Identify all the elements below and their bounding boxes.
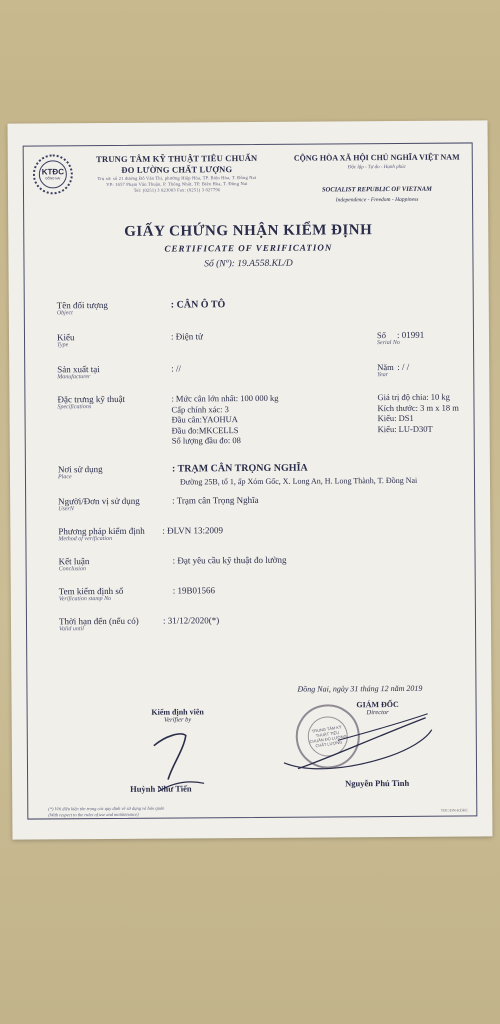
place-label: Nơi sử dụng [57,464,103,475]
manufacturer-label: Sản xuất tại [57,364,100,375]
manufacturer-value: : // [171,363,182,374]
year-value: : / / [397,361,410,372]
field-conclusion [58,553,479,573]
field-stamp-no [58,583,479,603]
user-label: Người/Đơn vị sử dụng [58,495,140,507]
specs-label-en: Specifications [57,404,92,411]
object-value: : CÂN Ô TÔ [170,299,226,311]
certificate-title-en: CERTIFICATE OF VERIFICATION [164,242,333,254]
user-value: : Trạm cân Trọng Nghĩa [172,494,259,506]
spec-division: Giá trị độ chia: 10 kg [377,391,450,403]
stamp-text: TRUNG TÂM KỸ THUẬT TIÊU CHUẨN ĐO LƯỜNG CHẤT LƯỢNG [305,714,350,759]
type-value: : Điện tử [170,331,203,342]
place-address: Đường 25B, tổ 1, ấp Xóm Gốc, X. Long An, H. Long Thành, T. Đồng Nai [179,475,418,487]
conclusion-value: : Đạt yêu cầu kỹ thuật đo lường [172,554,287,566]
spec-load-cell-count: Số lượng đầu đo: 08 [171,435,241,446]
object-label-en: Object [56,310,73,317]
valid-label: Thời hạn đến (nếu có) [58,615,139,627]
issue-date: Đồng Nai, ngày 31 tháng 12 năm 2019 [297,683,423,694]
logo-subtext: ĐỒNG NAI [45,176,61,181]
type-label-en: Type [57,342,69,349]
org-name-1: TRUNG TÂM KỸ THUẬT TIÊU CHUẨN [96,152,258,165]
field-specifications [57,391,477,446]
verifier-role: Kiểm định viên [151,707,204,717]
specs-right [377,392,459,435]
director-role: GIÁM ĐỐC [356,699,399,710]
motto-vn: Độc lập - Tự do - Hạnh phúc [347,164,406,171]
specs-left [171,393,278,446]
serial-label-en: Serial No [377,339,400,347]
field-valid-until [58,613,479,633]
verifier-block [123,707,233,724]
certificate-paper [8,120,493,839]
field-user [58,493,478,513]
republic-en: SOCIALIST REPUBLIC OF VIETNAM [322,185,432,194]
conclusion-label-en: Conclusion [58,566,86,573]
verifier-name: Huỳnh Như Tiến [130,783,192,794]
user-label-en: UserN [58,506,74,513]
motto-en: Independence - Freedom - Happiness [335,196,419,204]
year-label-en: Year [377,372,389,379]
object-label: Tên đối tượng [56,299,108,311]
director-signature [278,710,438,781]
stamp-no-label: Tem kiểm định số [58,585,124,597]
director-role-en: Director [366,709,389,717]
spec-indicator: Đầu cân:YAOHUA [171,414,238,425]
footnote [48,806,164,819]
certificate-number: Số (Nº): 19.A558.KL/D [204,258,293,270]
specs-label: Đặc trưng kỹ thuật [57,393,126,405]
org-address-2: VP: 1657 Phạm Văn Thuận, P. Thống Nhất, TP. Biên Hòa, T. Đồng Nai [106,181,248,187]
field-method [58,523,478,543]
spec-accuracy-class: Cấp chính xác: 3 [171,403,229,415]
form-code: TĐC/ĐN-KĐHC [440,807,469,813]
footnote-vn: (*) Với điều kiện tôn trọng các quy định về sử dụng và bảo quản [48,805,165,812]
certificate-title: GIẤY CHỨNG NHẬN KIỂM ĐỊNH [124,222,373,240]
field-manufacturer [57,361,477,381]
valid-value: : 31/12/2020(*) [162,615,220,626]
method-label-en: Method of verification [58,535,113,543]
field-type [56,329,477,349]
spec-indicator-model: Kiểu: DS1 [377,412,414,424]
stamp-no-label-en: Verification stamp No [58,595,112,603]
method-label: Phương pháp kiểm định [58,525,145,537]
type-label: Kiểu [56,332,75,343]
ktdc-logo [33,154,73,194]
method-value: : ĐLVN 13:2009 [162,525,224,536]
stamp-no-value: : 19B01566 [172,585,216,596]
conclusion-label: Kết luận [58,556,90,567]
year-label: Năm [377,361,394,373]
org-phone: Tel: (0251) 3 823083 Fax: (0251) 3 827796 [133,187,221,193]
org-name-2: ĐO LƯỜNG CHẤT LƯỢNG [121,164,233,175]
republic-block [286,151,468,204]
serial-value: : 01991 [396,329,425,340]
director-name: Nguyễn Phú Tình [345,777,410,789]
field-object [56,297,477,317]
logo-text: KTĐC [41,167,64,177]
footnote-en: (With respect to the rules of use and maintenance) [48,811,139,818]
spec-load-cell-model: Kiểu: LU-D30T [377,423,433,434]
spec-max-capacity: : Mức cân lớn nhất: 100 000 kg [171,392,279,404]
field-place [57,461,478,487]
place-label-en: Place [57,474,72,481]
place-value: : TRẠM CÂN TRỌNG NGHĨA [171,462,308,475]
org-block [82,153,272,194]
republic-vn: CỘNG HÒA XÃ HỘI CHỦ NGHĨA VIỆT NAM [293,152,460,163]
serial-label: Số [376,330,387,341]
manufacturer-label-en: Manufacturer [57,374,91,381]
org-address-1: Trụ sở: số 21 đường Đỗ Văn Thi, phường Hiệp Hòa, TP. Biên Hòa, T. Đồng Nai [97,174,257,182]
verifier-role-en: Verifier by [164,716,192,724]
spec-size: Kích thước: 3 m x 18 m [377,402,459,413]
certificate-frame [23,142,478,819]
spec-load-cell: Đầu đo:MKCELLS [171,424,239,436]
valid-label-en: Valid until [59,626,84,633]
